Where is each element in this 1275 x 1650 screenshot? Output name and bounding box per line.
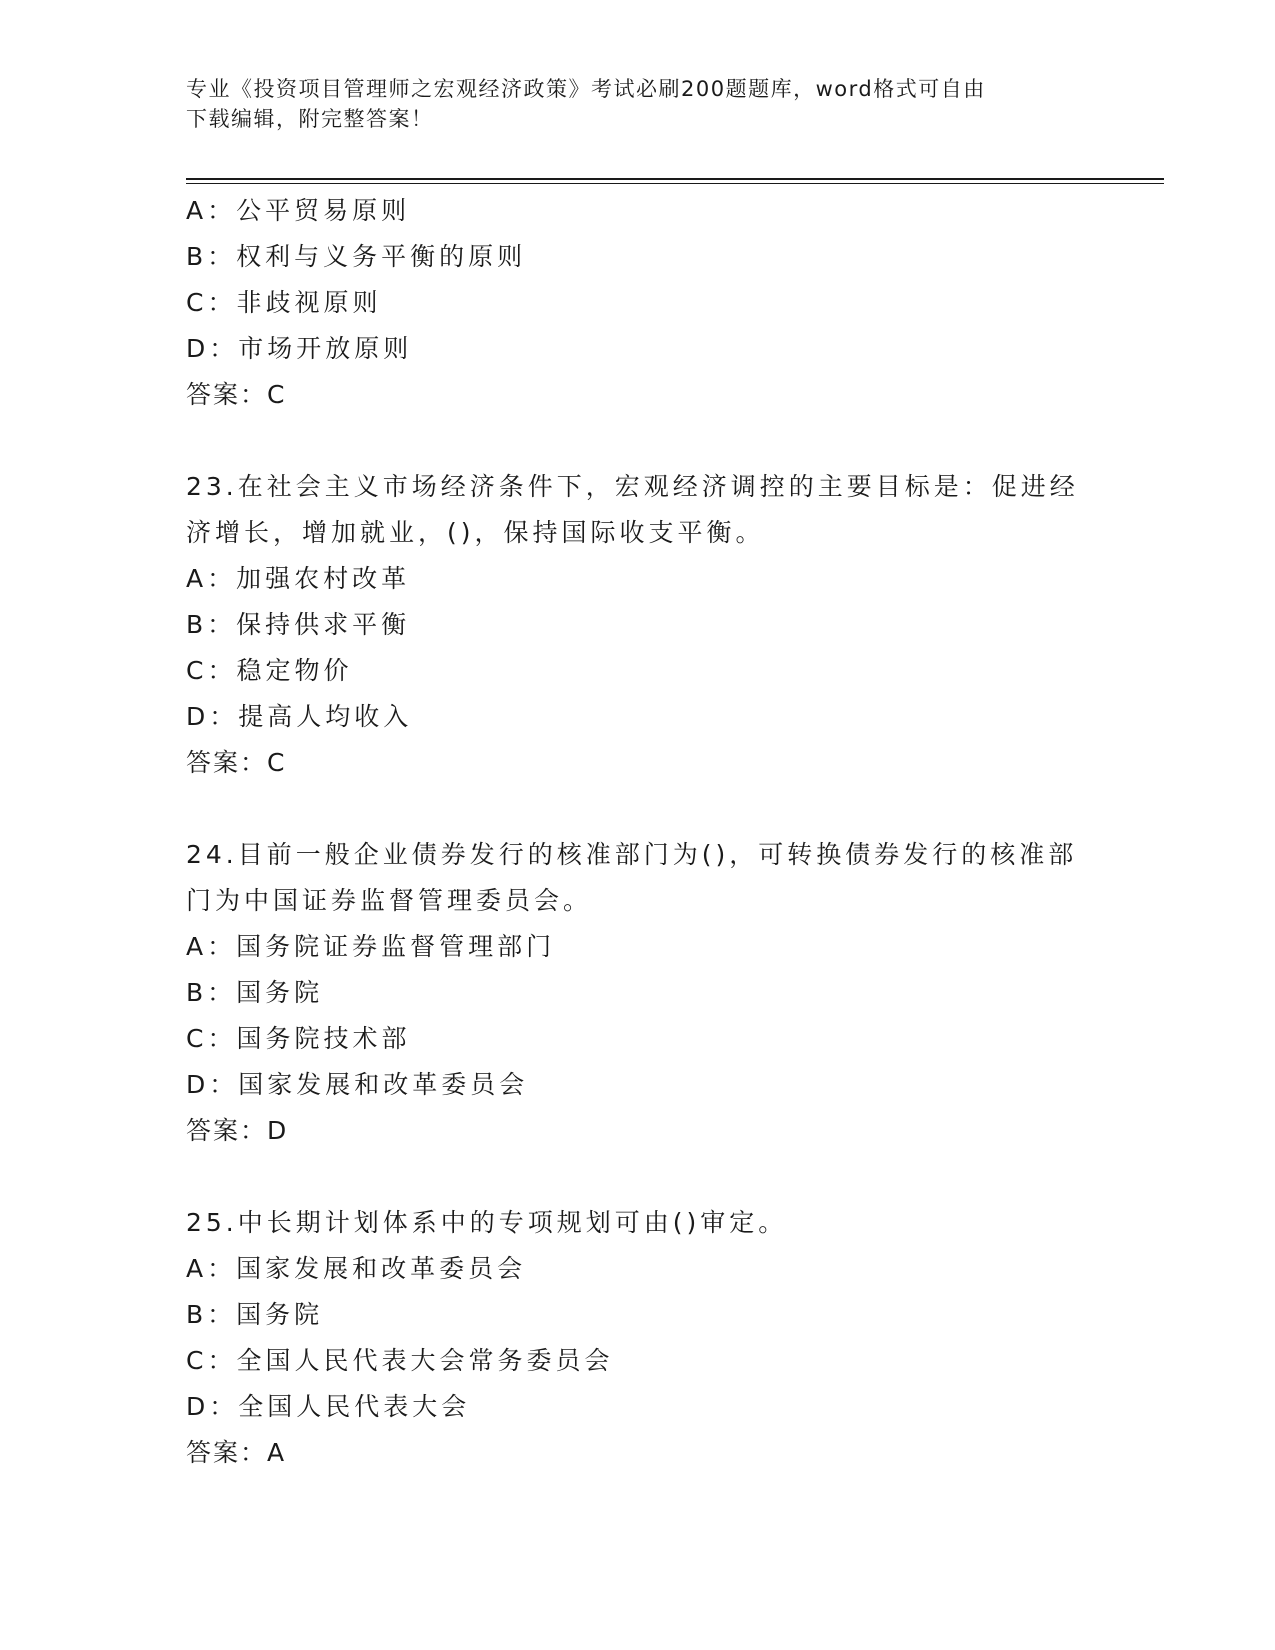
option-d: D：全国人民代表大会 xyxy=(186,1392,471,1421)
question-22 xyxy=(186,188,1086,418)
option-b: B：国务院 xyxy=(186,978,324,1007)
question-stem-line1: 23.在社会主义市场经济条件下，宏观经济调控的主要目标是：促进经 xyxy=(186,472,1079,501)
header-divider-thick xyxy=(186,178,1164,180)
question-list xyxy=(186,188,1086,1476)
option-a: A：国务院证券监督管理部门 xyxy=(186,932,556,961)
header-divider-thin xyxy=(186,183,1164,184)
option-c: C：全国人民代表大会常务委员会 xyxy=(186,1346,614,1375)
question-stem-line2: 济增长，增加就业，()，保持国际收支平衡。 xyxy=(186,518,765,547)
option-b: B：国务院 xyxy=(186,1300,324,1329)
answer-line: 答案：A xyxy=(186,1438,287,1467)
option-c: C：国务院技术部 xyxy=(186,1024,411,1053)
question-stem-line2: 门为中国证券监督管理委员会。 xyxy=(186,886,593,915)
question-25 xyxy=(186,1200,1086,1476)
option-d: D：提高人均收入 xyxy=(186,702,413,731)
question-spacer xyxy=(186,418,1086,464)
question-spacer xyxy=(186,786,1086,832)
question-stem-line1: 24.目前一般企业债券发行的核准部门为()，可转换债券发行的核准部 xyxy=(186,840,1078,869)
question-24 xyxy=(186,832,1086,1154)
option-c: C：稳定物价 xyxy=(186,656,353,685)
option-b: B：权利与义务平衡的原则 xyxy=(186,242,527,271)
header-title-line1: 专业《投资项目管理师之宏观经济政策》考试必刷200题题库，word格式可自由 xyxy=(186,77,986,101)
answer-line: 答案：C xyxy=(186,748,287,777)
question-spacer xyxy=(186,1154,1086,1200)
option-d: D：市场开放原则 xyxy=(186,334,413,363)
option-d: D：国家发展和改革委员会 xyxy=(186,1070,529,1099)
option-c: C：非歧视原则 xyxy=(186,288,382,317)
option-b: B：保持供求平衡 xyxy=(186,610,411,639)
option-a: A：加强农村改革 xyxy=(186,564,411,593)
option-a: A：国家发展和改革委员会 xyxy=(186,1254,527,1283)
option-a: A：公平贸易原则 xyxy=(186,196,411,225)
question-23 xyxy=(186,464,1086,786)
document-header xyxy=(186,74,1066,134)
question-stem-line1: 25.中长期计划体系中的专项规划可由()审定。 xyxy=(186,1208,788,1237)
answer-line: 答案：C xyxy=(186,380,287,409)
answer-line: 答案：D xyxy=(186,1116,289,1145)
header-title-line2: 下载编辑，附完整答案！ xyxy=(186,107,434,131)
